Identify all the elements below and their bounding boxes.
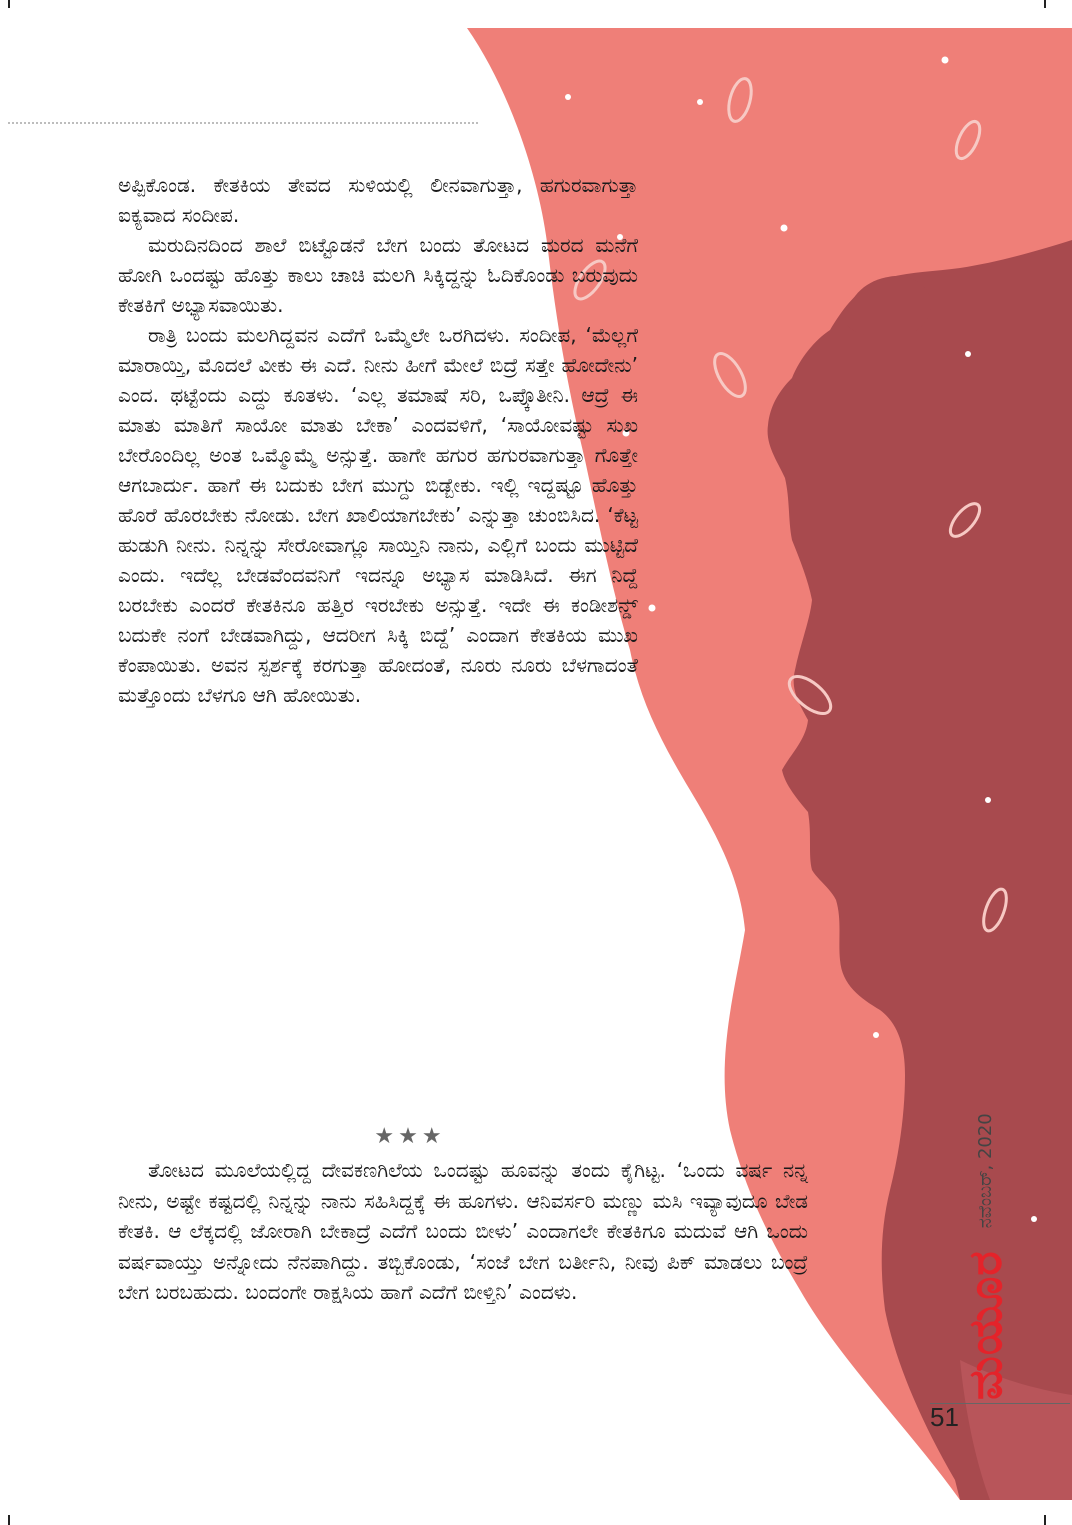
- article-body: [118, 170, 638, 710]
- issue-date: ನವೆಂಬರ್, 2020: [975, 1113, 996, 1229]
- magazine-name: ಮಯೂರ: [958, 1250, 1012, 1400]
- masthead: [918, 1070, 1012, 1400]
- section-break: ★★★: [374, 1124, 446, 1149]
- article-body-continued: [118, 1155, 808, 1308]
- crop-mark-bottom-left: [8, 1515, 10, 1525]
- crop-mark-top-right: [1044, 0, 1046, 8]
- dotted-divider: [8, 122, 478, 124]
- paragraph: ಮರುದಿನದಿಂದ ಶಾಲೆ ಬಿಟ್ಟೊಡನೆ ಬೇಗ ಬಂದು ತೋಟದ ಮರದ ಮನೆಗೆ ಹೋಗಿ ಒಂದಷ್ಟು ಹೊತ್ತು ಕಾಲು ಚಾಚಿ ಮಲಗಿ ಸಿಕ್ಕಿದ್ದನ್ನು ಓದಿಕೊಂಡು ಬರುವುದು ಕೇತಕಿಗೆ ಅಭ್ಯಾಸವಾಯಿತು.: [118, 233, 638, 317]
- paragraph: ತೋಟದ ಮೂಲೆಯಲ್ಲಿದ್ದ ದೇವಕಣಗಿಲೆಯ ಒಂದಷ್ಟು ಹೂವನ್ನು ತಂದು ಕೈಗಿಟ್ಟ. ‘ಒಂದು ವರ್ಷ ನನ್ನ ನೀನು, ಅಷ್ಟೇ ಕಷ್ಟದಲ್ಲಿ ನಿನ್ನನ್ನು ನಾನು ಸಹಿಸಿದ್ದಕ್ಕೆ ಈ ಹೂಗಳು. ಆನಿವರ್ಸರಿ ಮಣ್ಣು ಮಸಿ ಇವ್ಯಾವುದೂ ಬೇಡ ಕೇತಕಿ. ಆ ಲೆಕ್ಕದಲ್ಲಿ ಜೋರಾಗಿ ಬೇಕಾದ್ರೆ ಎದೆಗೆ ಬಂದು ಬೀಳು’ ಎಂದಾಗಲೇ ಕೇತಕಿಗೂ ಮದುವೆ ಆಗಿ ಒಂದು ವರ್ಷವಾಯ್ತು ಅನ್ನೋದು ನೆನಪಾಗಿದ್ದು. ತಬ್ಬಿಕೊಂಡು, ‘ಸಂಜೆ ಬೇಗ ಬರ್ತೀನಿ, ನೀವು ಪಿಕ್ ಮಾಡಲು ಬಂದ್ರೆ ಬೇಗ ಬರಬಹುದು. ಬಂದಂಗೇ ರಾಕ್ಷಸಿಯ ಹಾಗೆ ಎದೆಗೆ ಬೀಳ್ತಿನಿ’ ಎಂದಳು.: [118, 1158, 808, 1304]
- paragraph: ಅಪ್ಪಿಕೊಂಡ. ಕೇತಕಿಯ ತೇವದ ಸುಳಿಯಲ್ಲಿ ಲೀನವಾಗುತ್ತಾ, ಹಗುರವಾಗುತ್ತಾ ಐಕ್ಯವಾದ ಸಂದೀಪ.: [118, 173, 638, 227]
- page-number: 51: [930, 1402, 959, 1432]
- crop-mark-top-left: [8, 0, 10, 8]
- crop-mark-bottom-right: [1044, 1515, 1046, 1525]
- paragraph: ರಾತ್ರಿ ಬಂದು ಮಲಗಿದ್ದವನ ಎದೆಗೆ ಒಮ್ಮೆಲೇ ಒರಗಿದಳು. ಸಂದೀಪ, ‘ಮೆಲ್ಲಗೆ ಮಾರಾಯ್ತಿ, ಮೊದಲೆ ವೀಕು ಈ ಎದೆ. ನೀನು ಹೀಗೆ ಮೇಲೆ ಬಿದ್ರೆ ಸತ್ತೇ ಹೋದೇನು’ ಎಂದ. ಥಟ್ಟೆಂದು ಎದ್ದು ಕೂತಳು. ‘ಎಲ್ಲ ತಮಾಷೆ ಸರಿ, ಒಪ್ಕೊತೀನಿ. ಆದ್ರೆ ಈ ಮಾತು ಮಾತಿಗೆ ಸಾಯೋ ಮಾತು ಬೇಕಾ’ ಎಂದವಳಿಗೆ, ‘ಸಾಯೋವಷ್ಟು ಸುಖ ಬೇರೊಂದಿಲ್ಲ ಅಂತ ಒಮ್ಮೊಮ್ಮೆ ಅನ್ಸುತ್ತೆ. ಹಾಗೇ ಹಗುರ ಹಗುರವಾಗುತ್ತಾ ಗೊತ್ತೇ ಆಗಬಾರ್ದು. ಹಾಗೆ ಈ ಬದುಕು ಬೇಗ ಮುಗ್ದು ಬಿಡ್ಬೇಕು. ಇಲ್ಲಿ ಇದ್ದಷ್ಟೂ ಹೊತ್ತು ಹೊರೆ ಹೊರಬೇಕು ನೋಡು. ಬೇಗ ಖಾಲಿಯಾಗಬೇಕು’ ಎನ್ನುತ್ತಾ ಚುಂಬಿಸಿದ. ‘ಕೆಟ್ಟ ಹುಡುಗಿ ನೀನು. ನಿನ್ನನ್ನು ಸೇರೋವಾಗ್ಲೂ ಸಾಯ್ತಿನಿ ನಾನು, ಎಲ್ಲಿಗೆ ಬಂದು ಮುಟ್ಟಿದೆ ಎಂದು. ಇದೆಲ್ಲ ಬೇಡವೆಂದವನಿಗೆ ಇದನ್ನೂ ಅಭ್ಯಾಸ ಮಾಡಿಸಿದೆ. ಈಗ ನಿದ್ದೆ ಬರಬೇಕು ಎಂದರೆ ಕೇತಕಿನೂ ಹತ್ತಿರ ಇರಬೇಕು ಅನ್ಸುತ್ತೆ. ಇದೇ ಈ ಕಂಡೀಶನ್ಡ್ ಬದುಕೇ ನಂಗೆ ಬೇಡವಾಗಿದ್ದು, ಆದರೀಗ ಸಿಕ್ಕಿ ಬಿದ್ದೆ’ ಎಂದಾಗ ಕೇತಕಿಯ ಮುಖ ಕೆಂಪಾಯಿತು. ಅವನ ಸ್ಪರ್ಶಕ್ಕೆ ಕರಗುತ್ತಾ ಹೋದಂತೆ, ನೂರು ನೂರು ಬೆಳಗಾದಂತೆ ಮತ್ತೊಂದು ಬೆಳಗೂ ಆಗಿ ಹೋಯಿತು.: [118, 323, 638, 707]
